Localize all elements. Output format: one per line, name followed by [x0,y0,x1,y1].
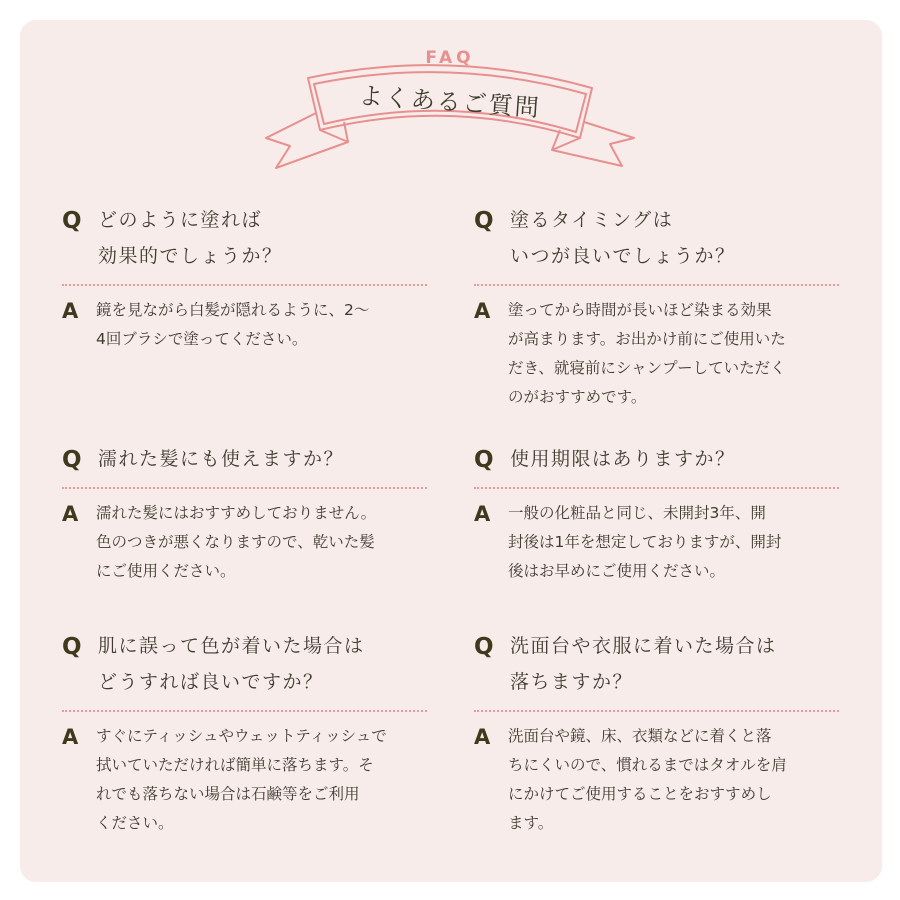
question-text: どのように塗れば 効果的でしょうか？ [98,209,283,267]
dotted-divider [62,710,427,712]
faq-item [62,208,427,356]
answer-marker: A [62,725,79,749]
answer-text: 塗ってから時間が長いほど染まる効果 が高まります。お出かけ前にご使用いた だき、就寝前にシャンプーしていただく のがおすすめです。 [508,301,786,406]
answer-row [474,724,839,840]
answer-row [62,298,427,356]
question-row [474,447,839,483]
question-row [62,634,427,706]
question-text: 使用期限はありますか？ [510,448,736,470]
answer-row [474,501,839,588]
answer-marker: A [474,725,491,749]
faq-item [474,447,839,588]
question-marker: Q [62,208,82,234]
answer-marker: A [474,299,491,323]
dotted-divider [474,487,839,489]
faq-item [62,634,427,840]
answer-text: 濡れた髪にはおすすめしておりません。 色のつきが悪くなりますので、乾いた髪 にご使用ください。 [96,504,377,580]
dotted-divider [62,284,427,286]
faq-item [474,634,839,840]
answer-row [62,724,427,840]
question-row [62,208,427,280]
answer-row [62,501,427,588]
question-marker: Q [474,634,494,660]
answer-text: 洗面台や鏡、床、衣類などに着くと落 ちにくいので、慣れるまではタオルを肩 にかけてご使用することをおすすめし ます。 [508,727,787,832]
question-text: 肌に誤って色が着いた場合は どうすれば良いですか？ [98,635,365,693]
answer-marker: A [474,502,491,526]
answer-text: すぐにティッシュやウェットティッシュで 拭いていただければ簡単に落ちます。そ れでも落ちない場合は石鹸等をご利用 ください。 [96,727,387,832]
answer-marker: A [62,299,79,323]
question-marker: Q [474,447,494,473]
question-text: 塗るタイミングは いつが良いでしょうか？ [510,209,736,267]
question-row [474,634,839,706]
dotted-divider [474,710,839,712]
question-text: 濡れた髪にも使えますか？ [98,448,345,470]
answer-text: 鏡を見ながら白髪が隠れるように、2〜 4回ブラシで塗ってください。 [96,301,370,348]
faq-label: FAQ [425,48,475,68]
faq-item [474,208,839,414]
faq-item [62,447,427,588]
question-row [474,208,839,280]
question-marker: Q [62,634,82,660]
answer-row [474,298,839,414]
faq-banner [260,38,640,178]
question-row [62,447,427,483]
answer-text: 一般の化粧品と同じ、未開封3年、開 封後は1年を想定しておりますが、開封 後はお早めにご使用ください。 [508,504,782,580]
dotted-divider [62,487,427,489]
question-marker: Q [474,208,494,234]
question-marker: Q [62,447,82,473]
dotted-divider [474,284,839,286]
answer-marker: A [62,502,79,526]
page-title: よくあるご質問 [358,81,542,123]
question-text: 洗面台や衣服に着いた場合は 落ちますか？ [510,635,777,693]
